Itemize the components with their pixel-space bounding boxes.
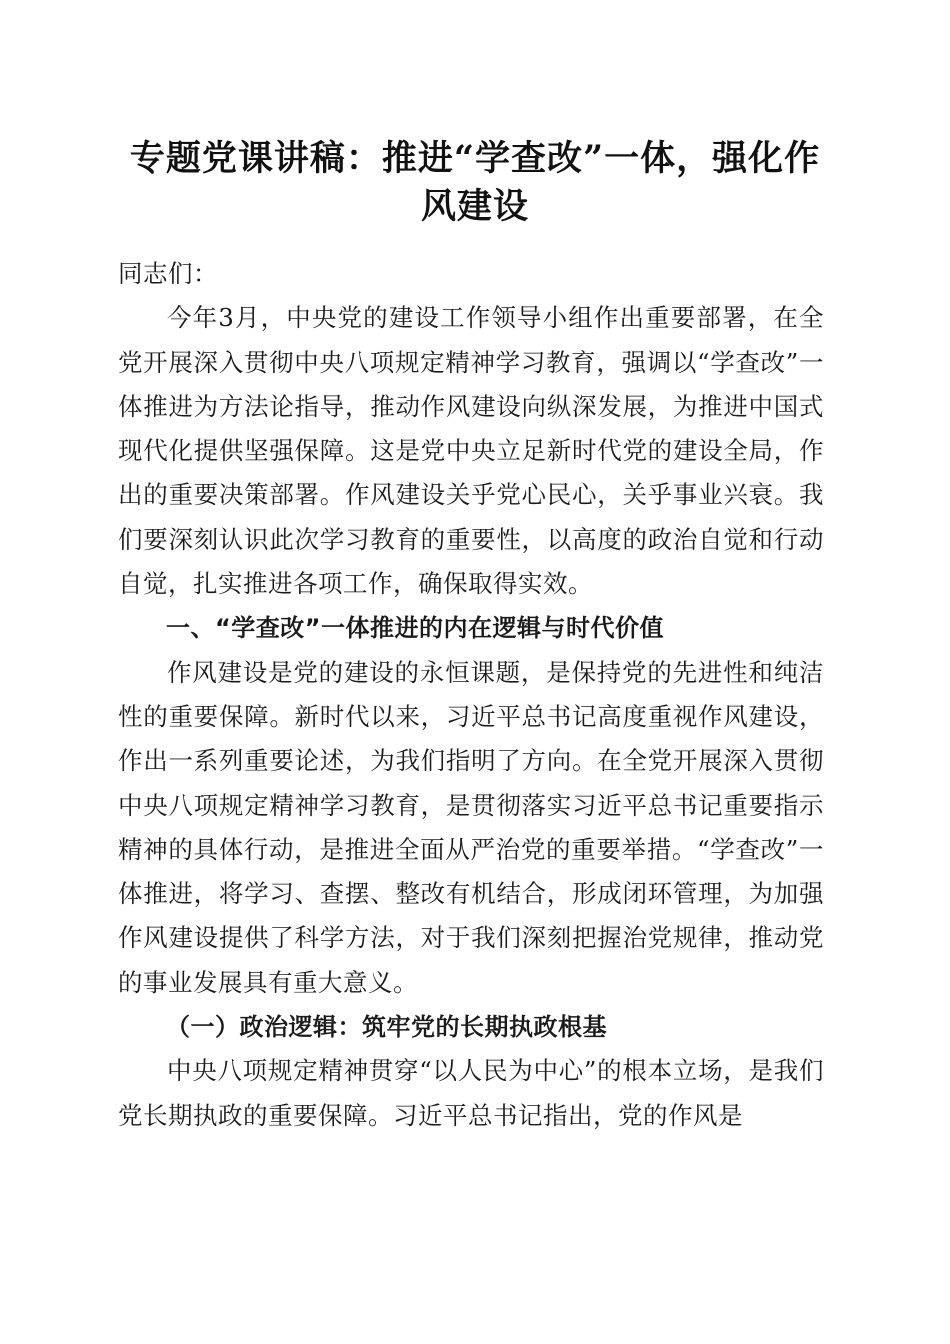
- intro-paragraph: 今年3月，中央党的建设工作领导小组作出重要部署，在全党开展深入贯彻中央八项规定精神学习教育，强调以“学查改”一体推进为方法论指导，推动作风建设向纵深发展，为推进中国式现代化提供坚强保障。这是党中央立足新时代党的建设全局，作出的重要决策部署。作风建设关乎党心民心，关乎事业兴衰。我们要深刻认识此次学习教育的重要性，以高度的政治自觉和行动自觉，扎实推进各项工作，确保取得实效。: [118, 303, 824, 599]
- salutation: 同志们：: [118, 259, 218, 288]
- section-heading-1: 一、“学查改”一体推进的内在逻辑与时代价值: [166, 614, 665, 643]
- section-1-paragraph: 作风建设是党的建设的永恒课题，是保持党的先进性和纯洁性的重要保障。新时代以来，习近平总书记高度重视作风建设，作出一系列重要论述，为我们指明了方向。在全党开展深入贯彻中央八项规定精神学习教育，是贯彻落实习近平总书记重要指示精神的具体行动，是推进全面从严治党的重要举措。“学查改”一体推进，将学习、查摆、整改有机结合，形成闭环管理，为加强作风建设提供了科学方法，对于我们深刻把握治党规律，推动党的事业发展具有重大意义。: [118, 657, 824, 997]
- document-title: 专题党课讲稿：推进“学查改”一体，强化作风建设: [129, 138, 821, 227]
- subsection-heading-1: （一）政治逻辑：筑牢党的长期执政根基: [166, 1012, 607, 1042]
- subsection-1-paragraph: 中央八项规定精神贯穿“以人民为中心”的根本立场，是我们党长期执政的重要保障。习近平总书记指出，党的作风是: [118, 1056, 824, 1130]
- document-body: [118, 252, 824, 1138]
